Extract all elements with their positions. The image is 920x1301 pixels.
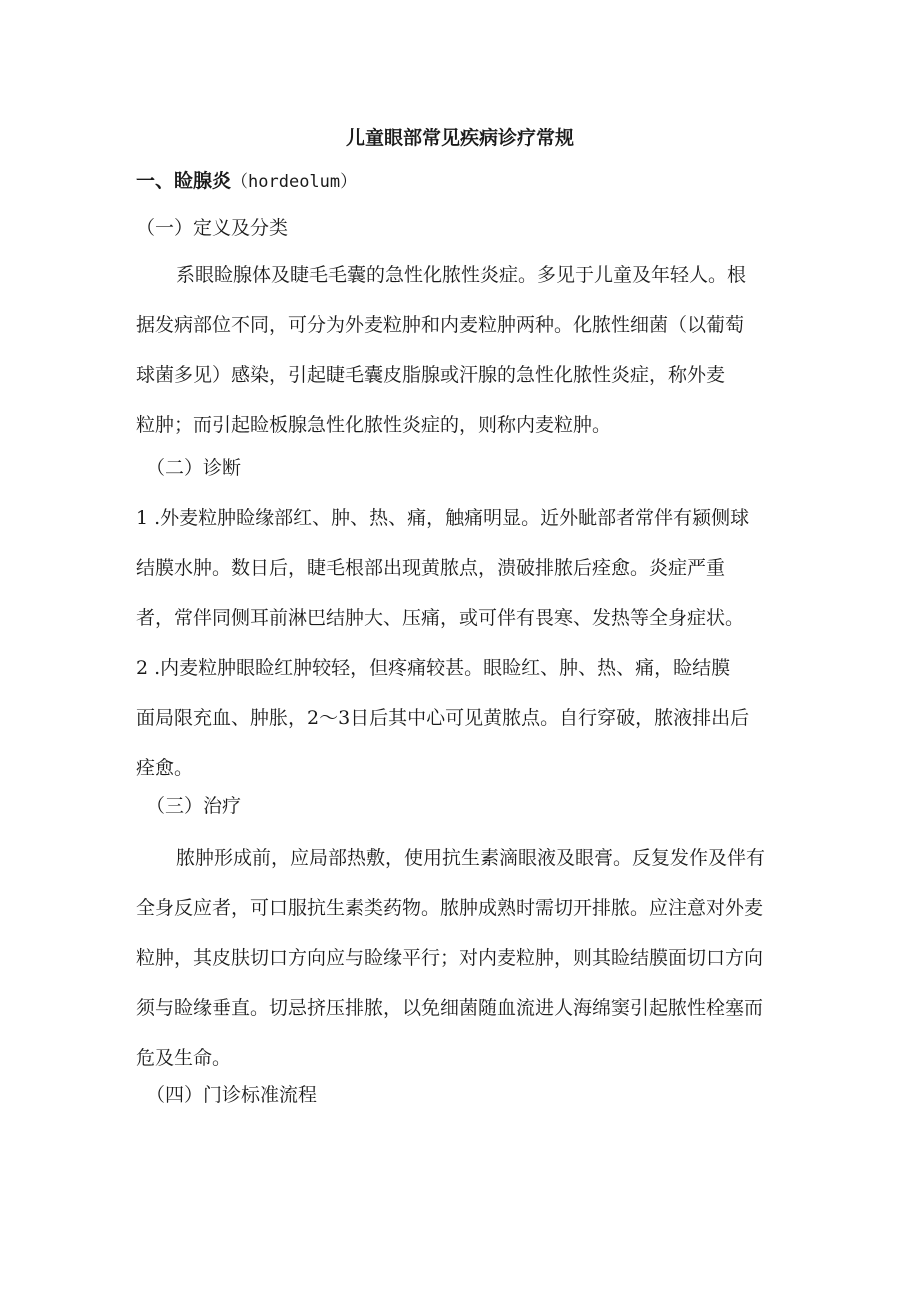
paragraph-diagnosis [136, 493, 796, 793]
subheading-definition: （一）定义及分类 [136, 217, 289, 239]
paragraph-line: 粒肿，其皮肤切口方向应与睑缘平行；对内麦粒肿，则其睑结膜面切口方向 [136, 947, 764, 969]
paragraph-line: 须与睑缘垂直。切忌挤压排脓，以免细菌随血流进人海绵窦引起脓性栓塞而 [136, 997, 764, 1019]
paragraph-line: 面局限充血、肿胀，2〜3日后其中心可见黄脓点。自行穿破，脓液排出后 [136, 707, 750, 729]
paragraph-line: 2 .内麦粒肿眼睑红肿较轻，但疼痛较甚。眼睑红、肿、热、痛，睑结膜 [136, 657, 731, 679]
paragraph-line: 据发病部位不同，可分为外麦粒肿和内麦粒肿两种。化脓性细菌（以葡萄 [136, 314, 745, 336]
section-heading-cn: 一、睑腺炎 [136, 170, 232, 192]
paragraph-definition [136, 250, 796, 450]
paragraph-line: 痊愈。 [136, 757, 194, 779]
paragraph-line: 系眼睑腺体及睫毛毛囊的急性化脓性炎症。多见于儿童及年轻人。根 [176, 264, 747, 286]
subheading-treatment: （三）治疗 [146, 795, 242, 817]
paragraph-line: 危及生命。 [136, 1047, 232, 1069]
subheading-diagnosis: （二）诊断 [146, 457, 242, 479]
subheading-outpatient-process: （四）门诊标准流程 [146, 1084, 318, 1106]
paragraph-line: 粒肿；而引起睑板腺急性化脓性炎症的，则称内麦粒肿。 [136, 414, 612, 436]
paragraph-line: 球菌多见）感染，引起睫毛囊皮脂腺或汗腺的急性化脓性炎症，称外麦 [136, 364, 726, 386]
paragraph-line: 1 .外麦粒肿睑缘部红、肿、热、痛，触痛明显。近外眦部者常伴有颍侧球 [136, 507, 750, 529]
paragraph-line: 全身反应者，可口服抗生素类药物。脓肿成熟时需切开排脓。应注意对外麦 [136, 897, 764, 919]
paragraph-treatment [136, 833, 796, 1083]
section-heading-hordeolum [136, 167, 357, 196]
document-title: 儿童眼部常见疾病诊疗常规 [345, 127, 574, 149]
paragraph-line: 结膜水肿。数日后，睫毛根部出现黄脓点，溃破排脓后痊愈。炎症严重 [136, 557, 726, 579]
paragraph-line: 脓肿形成前，应局部热敷，使用抗生素滴眼液及眼膏。反复发作及伴有 [176, 847, 766, 869]
section-heading-en: （hordeolum） [231, 172, 358, 192]
paragraph-line: 者，常伴同侧耳前淋巴结肿大、压痛，或可伴有畏寒、发热等全身症状。 [136, 607, 745, 629]
